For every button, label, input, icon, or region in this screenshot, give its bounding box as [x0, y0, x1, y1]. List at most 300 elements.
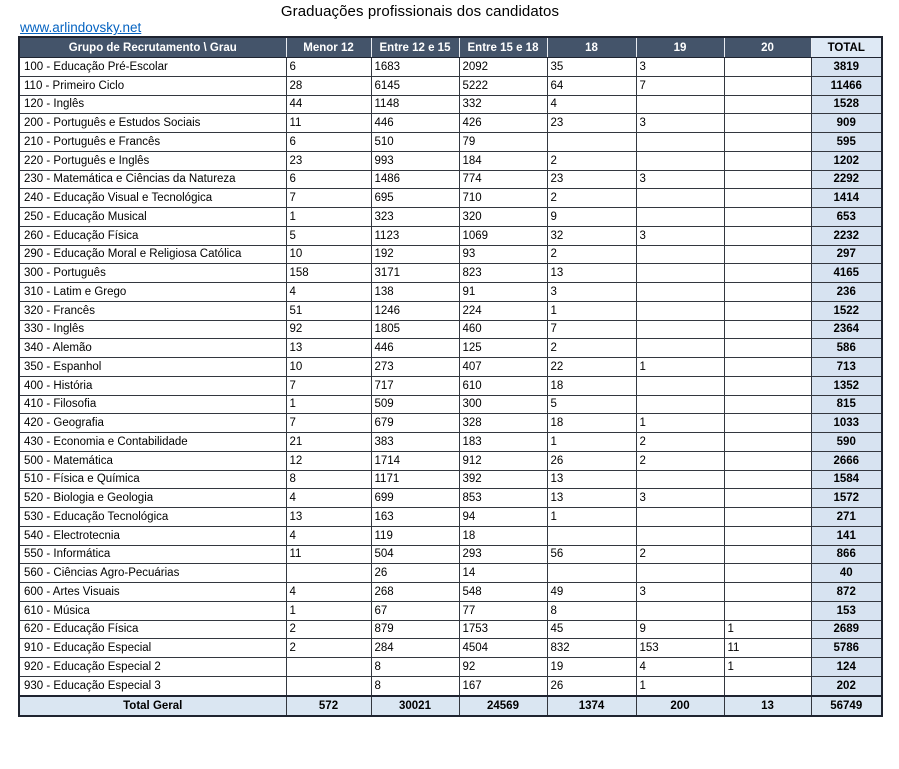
group-name-cell: 240 - Educação Visual e Tecnológica: [19, 189, 286, 208]
count-cell: 9: [547, 208, 636, 227]
count-cell: 13: [547, 489, 636, 508]
row-total-cell: 713: [811, 358, 882, 377]
count-cell: 92: [459, 658, 547, 677]
count-cell: [636, 376, 724, 395]
group-name-cell: 120 - Inglês: [19, 95, 286, 114]
count-cell: 1171: [371, 470, 459, 489]
header-row: [19, 37, 882, 58]
count-cell: 1: [286, 208, 371, 227]
row-total-cell: 153: [811, 601, 882, 620]
count-cell: 2: [547, 151, 636, 170]
row-total-cell: 2689: [811, 620, 882, 639]
count-cell: [724, 508, 811, 527]
table-row: [19, 639, 882, 658]
table-footer: [19, 696, 882, 716]
count-cell: 4: [286, 283, 371, 302]
count-cell: 158: [286, 264, 371, 283]
group-name-cell: 300 - Português: [19, 264, 286, 283]
count-cell: [286, 676, 371, 695]
count-cell: 28: [286, 76, 371, 95]
count-cell: 1: [547, 433, 636, 452]
group-name-cell: 430 - Economia e Contabilidade: [19, 433, 286, 452]
row-total-cell: 3819: [811, 58, 882, 77]
count-cell: 8: [371, 676, 459, 695]
count-cell: 91: [459, 283, 547, 302]
group-name-cell: 920 - Educação Especial 2: [19, 658, 286, 677]
group-name-cell: 620 - Educação Física: [19, 620, 286, 639]
count-cell: [636, 189, 724, 208]
count-cell: 407: [459, 358, 547, 377]
count-cell: [724, 264, 811, 283]
group-name-cell: 230 - Matemática e Ciências da Natureza: [19, 170, 286, 189]
table-row: [19, 189, 882, 208]
count-cell: 67: [371, 601, 459, 620]
row-total-cell: 2666: [811, 451, 882, 470]
table-row: [19, 414, 882, 433]
count-cell: [724, 58, 811, 77]
count-cell: 49: [547, 583, 636, 602]
row-total-cell: 271: [811, 508, 882, 527]
header-18: 18: [547, 37, 636, 58]
count-cell: 3: [636, 489, 724, 508]
count-cell: 4: [286, 489, 371, 508]
table-body: [19, 58, 882, 696]
count-cell: 23: [547, 114, 636, 133]
count-cell: [547, 133, 636, 152]
header-entre-12-15: Entre 12 e 15: [371, 37, 459, 58]
table-row: [19, 564, 882, 583]
count-cell: 2092: [459, 58, 547, 77]
total-row: [19, 696, 882, 716]
count-cell: [636, 339, 724, 358]
count-cell: 5222: [459, 76, 547, 95]
table-row: [19, 114, 882, 133]
count-cell: [724, 189, 811, 208]
table-header: [19, 37, 882, 58]
count-cell: 23: [547, 170, 636, 189]
count-cell: 26: [371, 564, 459, 583]
count-cell: [636, 301, 724, 320]
count-cell: 5: [547, 395, 636, 414]
count-cell: 1805: [371, 320, 459, 339]
group-name-cell: 540 - Electrotecnia: [19, 526, 286, 545]
count-cell: [636, 564, 724, 583]
row-total-cell: 1202: [811, 151, 882, 170]
row-total-cell: 40: [811, 564, 882, 583]
group-name-cell: 290 - Educação Moral e Religiosa Católica: [19, 245, 286, 264]
group-name-cell: 400 - História: [19, 376, 286, 395]
count-cell: [724, 283, 811, 302]
count-cell: 26: [547, 451, 636, 470]
count-cell: 1714: [371, 451, 459, 470]
count-cell: 11: [724, 639, 811, 658]
table-row: [19, 283, 882, 302]
group-name-cell: 600 - Artes Visuais: [19, 583, 286, 602]
count-cell: 7: [636, 76, 724, 95]
count-cell: 268: [371, 583, 459, 602]
count-cell: 18: [547, 376, 636, 395]
count-cell: 3: [547, 283, 636, 302]
header-group: Grupo de Recrutamento \ Grau: [19, 37, 286, 58]
count-cell: 1486: [371, 170, 459, 189]
count-cell: 10: [286, 358, 371, 377]
table-row: [19, 76, 882, 95]
count-cell: 184: [459, 151, 547, 170]
row-total-cell: 1528: [811, 95, 882, 114]
count-cell: [724, 545, 811, 564]
count-cell: 853: [459, 489, 547, 508]
table-row: [19, 320, 882, 339]
count-cell: 510: [371, 133, 459, 152]
count-cell: 2: [636, 433, 724, 452]
count-cell: 6: [286, 58, 371, 77]
count-cell: 8: [371, 658, 459, 677]
count-cell: 4: [636, 658, 724, 677]
count-cell: 44: [286, 95, 371, 114]
count-cell: 64: [547, 76, 636, 95]
count-cell: 332: [459, 95, 547, 114]
count-cell: [724, 451, 811, 470]
count-cell: 879: [371, 620, 459, 639]
row-total-cell: 1584: [811, 470, 882, 489]
count-cell: 224: [459, 301, 547, 320]
header-19: 19: [636, 37, 724, 58]
count-cell: 717: [371, 376, 459, 395]
count-cell: [724, 320, 811, 339]
website-link[interactable]: www.arlindovsky.net: [20, 20, 142, 35]
row-total-cell: 2364: [811, 320, 882, 339]
count-cell: 11: [286, 545, 371, 564]
count-cell: [724, 601, 811, 620]
count-cell: 3: [636, 58, 724, 77]
count-cell: [636, 245, 724, 264]
count-cell: 1246: [371, 301, 459, 320]
count-cell: 300: [459, 395, 547, 414]
count-cell: 1123: [371, 226, 459, 245]
table-row: [19, 545, 882, 564]
count-cell: 1: [636, 414, 724, 433]
count-cell: [724, 170, 811, 189]
count-cell: [547, 564, 636, 583]
count-cell: 4: [547, 95, 636, 114]
count-cell: 1: [636, 358, 724, 377]
row-total-cell: 866: [811, 545, 882, 564]
count-cell: 125: [459, 339, 547, 358]
row-total-cell: 141: [811, 526, 882, 545]
count-cell: 710: [459, 189, 547, 208]
count-cell: [724, 301, 811, 320]
count-cell: 6: [286, 170, 371, 189]
count-cell: 8: [547, 601, 636, 620]
table-row: [19, 620, 882, 639]
count-cell: 323: [371, 208, 459, 227]
count-cell: 21: [286, 433, 371, 452]
count-cell: 192: [371, 245, 459, 264]
table-row: [19, 58, 882, 77]
count-cell: 4504: [459, 639, 547, 658]
count-cell: 119: [371, 526, 459, 545]
count-cell: 3171: [371, 264, 459, 283]
count-cell: 426: [459, 114, 547, 133]
total-value-cell: 200: [636, 696, 724, 716]
count-cell: [636, 601, 724, 620]
count-cell: [724, 245, 811, 264]
count-cell: 4: [286, 526, 371, 545]
group-name-cell: 250 - Educação Musical: [19, 208, 286, 227]
count-cell: 2: [636, 545, 724, 564]
table-row: [19, 676, 882, 695]
row-total-cell: 236: [811, 283, 882, 302]
group-name-cell: 420 - Geografia: [19, 414, 286, 433]
count-cell: 1683: [371, 58, 459, 77]
count-cell: 2: [547, 245, 636, 264]
count-cell: 79: [459, 133, 547, 152]
count-cell: [636, 470, 724, 489]
count-cell: 153: [636, 639, 724, 658]
count-cell: [636, 526, 724, 545]
group-name-cell: 500 - Matemática: [19, 451, 286, 470]
row-total-cell: 653: [811, 208, 882, 227]
count-cell: [724, 151, 811, 170]
row-total-cell: 815: [811, 395, 882, 414]
count-cell: 1753: [459, 620, 547, 639]
count-cell: 26: [547, 676, 636, 695]
row-total-cell: 297: [811, 245, 882, 264]
count-cell: 138: [371, 283, 459, 302]
count-cell: 509: [371, 395, 459, 414]
row-total-cell: 586: [811, 339, 882, 358]
count-cell: [724, 583, 811, 602]
table-row: [19, 658, 882, 677]
count-cell: 446: [371, 114, 459, 133]
table-row: [19, 245, 882, 264]
total-value-cell: 1374: [547, 696, 636, 716]
count-cell: 13: [286, 339, 371, 358]
count-cell: 2: [286, 639, 371, 658]
count-cell: 7: [547, 320, 636, 339]
count-cell: [636, 508, 724, 527]
count-cell: 774: [459, 170, 547, 189]
total-value-cell: 56749: [811, 696, 882, 716]
count-cell: [724, 564, 811, 583]
table-row: [19, 470, 882, 489]
count-cell: 94: [459, 508, 547, 527]
count-cell: [724, 95, 811, 114]
count-cell: 12: [286, 451, 371, 470]
table-row: [19, 489, 882, 508]
row-total-cell: 2232: [811, 226, 882, 245]
table-row: [19, 526, 882, 545]
total-value-cell: 13: [724, 696, 811, 716]
header-20: 20: [724, 37, 811, 58]
count-cell: 1148: [371, 95, 459, 114]
count-cell: [636, 133, 724, 152]
count-cell: 460: [459, 320, 547, 339]
group-name-cell: 260 - Educação Física: [19, 226, 286, 245]
count-cell: [636, 151, 724, 170]
count-cell: 446: [371, 339, 459, 358]
count-cell: 548: [459, 583, 547, 602]
count-cell: 18: [547, 414, 636, 433]
count-cell: 320: [459, 208, 547, 227]
table-row: [19, 508, 882, 527]
count-cell: 695: [371, 189, 459, 208]
graduations-table: [18, 36, 883, 717]
count-cell: 912: [459, 451, 547, 470]
count-cell: 19: [547, 658, 636, 677]
group-name-cell: 550 - Informática: [19, 545, 286, 564]
count-cell: 23: [286, 151, 371, 170]
count-cell: 6145: [371, 76, 459, 95]
count-cell: [724, 376, 811, 395]
group-name-cell: 210 - Português e Francês: [19, 133, 286, 152]
count-cell: [547, 526, 636, 545]
row-total-cell: 909: [811, 114, 882, 133]
count-cell: 45: [547, 620, 636, 639]
count-cell: [724, 414, 811, 433]
count-cell: 10: [286, 245, 371, 264]
table-row: [19, 583, 882, 602]
table-row: [19, 170, 882, 189]
count-cell: 13: [547, 470, 636, 489]
count-cell: 2: [286, 620, 371, 639]
count-cell: 13: [547, 264, 636, 283]
count-cell: [286, 564, 371, 583]
count-cell: 832: [547, 639, 636, 658]
table-row: [19, 451, 882, 470]
count-cell: 9: [636, 620, 724, 639]
group-name-cell: 200 - Português e Estudos Sociais: [19, 114, 286, 133]
count-cell: 1: [286, 601, 371, 620]
count-cell: [724, 489, 811, 508]
count-cell: 6: [286, 133, 371, 152]
total-value-cell: 572: [286, 696, 371, 716]
row-total-cell: 11466: [811, 76, 882, 95]
count-cell: 1: [636, 676, 724, 695]
count-cell: 92: [286, 320, 371, 339]
table-row: [19, 151, 882, 170]
count-cell: 383: [371, 433, 459, 452]
count-cell: 610: [459, 376, 547, 395]
group-name-cell: 220 - Português e Inglês: [19, 151, 286, 170]
count-cell: 22: [547, 358, 636, 377]
count-cell: [636, 208, 724, 227]
row-total-cell: 872: [811, 583, 882, 602]
total-value-cell: 30021: [371, 696, 459, 716]
count-cell: [724, 470, 811, 489]
group-name-cell: 530 - Educação Tecnológica: [19, 508, 286, 527]
total-label-cell: Total Geral: [19, 696, 286, 716]
count-cell: 1069: [459, 226, 547, 245]
count-cell: 3: [636, 170, 724, 189]
row-total-cell: 595: [811, 133, 882, 152]
count-cell: 35: [547, 58, 636, 77]
count-cell: 56: [547, 545, 636, 564]
group-name-cell: 410 - Filosofia: [19, 395, 286, 414]
group-name-cell: 340 - Alemão: [19, 339, 286, 358]
count-cell: 4: [286, 583, 371, 602]
count-cell: 3: [636, 226, 724, 245]
count-cell: [636, 95, 724, 114]
group-name-cell: 510 - Física e Química: [19, 470, 286, 489]
table-row: [19, 358, 882, 377]
count-cell: [724, 133, 811, 152]
count-cell: [636, 264, 724, 283]
count-cell: [724, 433, 811, 452]
count-cell: 167: [459, 676, 547, 695]
count-cell: 2: [636, 451, 724, 470]
group-name-cell: 310 - Latim e Grego: [19, 283, 286, 302]
row-total-cell: 590: [811, 433, 882, 452]
count-cell: [724, 358, 811, 377]
table-row: [19, 395, 882, 414]
header-total: TOTAL: [811, 37, 882, 58]
count-cell: 7: [286, 414, 371, 433]
count-cell: 163: [371, 508, 459, 527]
count-cell: [724, 395, 811, 414]
table-row: [19, 339, 882, 358]
count-cell: 1: [547, 508, 636, 527]
count-cell: 1: [286, 395, 371, 414]
table-row: [19, 601, 882, 620]
count-cell: 13: [286, 508, 371, 527]
count-cell: 328: [459, 414, 547, 433]
count-cell: 7: [286, 189, 371, 208]
group-name-cell: 520 - Biologia e Geologia: [19, 489, 286, 508]
count-cell: 51: [286, 301, 371, 320]
row-total-cell: 1522: [811, 301, 882, 320]
count-cell: 823: [459, 264, 547, 283]
count-cell: 392: [459, 470, 547, 489]
count-cell: [724, 114, 811, 133]
count-cell: 2: [547, 339, 636, 358]
count-cell: [724, 226, 811, 245]
count-cell: 7: [286, 376, 371, 395]
count-cell: 77: [459, 601, 547, 620]
count-cell: [724, 339, 811, 358]
count-cell: [636, 320, 724, 339]
group-name-cell: 330 - Inglês: [19, 320, 286, 339]
table-row: [19, 95, 882, 114]
count-cell: 93: [459, 245, 547, 264]
header-menor-12: Menor 12: [286, 37, 371, 58]
row-total-cell: 124: [811, 658, 882, 677]
count-cell: 284: [371, 639, 459, 658]
row-total-cell: 5786: [811, 639, 882, 658]
row-total-cell: 202: [811, 676, 882, 695]
row-total-cell: 1572: [811, 489, 882, 508]
count-cell: 18: [459, 526, 547, 545]
count-cell: 3: [636, 583, 724, 602]
count-cell: [724, 676, 811, 695]
row-total-cell: 1352: [811, 376, 882, 395]
count-cell: 183: [459, 433, 547, 452]
count-cell: 32: [547, 226, 636, 245]
group-name-cell: 350 - Espanhol: [19, 358, 286, 377]
row-total-cell: 1033: [811, 414, 882, 433]
group-name-cell: 110 - Primeiro Ciclo: [19, 76, 286, 95]
count-cell: 2: [547, 189, 636, 208]
row-total-cell: 1414: [811, 189, 882, 208]
count-cell: 699: [371, 489, 459, 508]
group-name-cell: 930 - Educação Especial 3: [19, 676, 286, 695]
group-name-cell: 560 - Ciências Agro-Pecuárias: [19, 564, 286, 583]
table-row: [19, 264, 882, 283]
page-title: Graduações profissionais dos candidatos: [280, 3, 560, 20]
count-cell: [636, 283, 724, 302]
count-cell: 273: [371, 358, 459, 377]
group-name-cell: 610 - Música: [19, 601, 286, 620]
